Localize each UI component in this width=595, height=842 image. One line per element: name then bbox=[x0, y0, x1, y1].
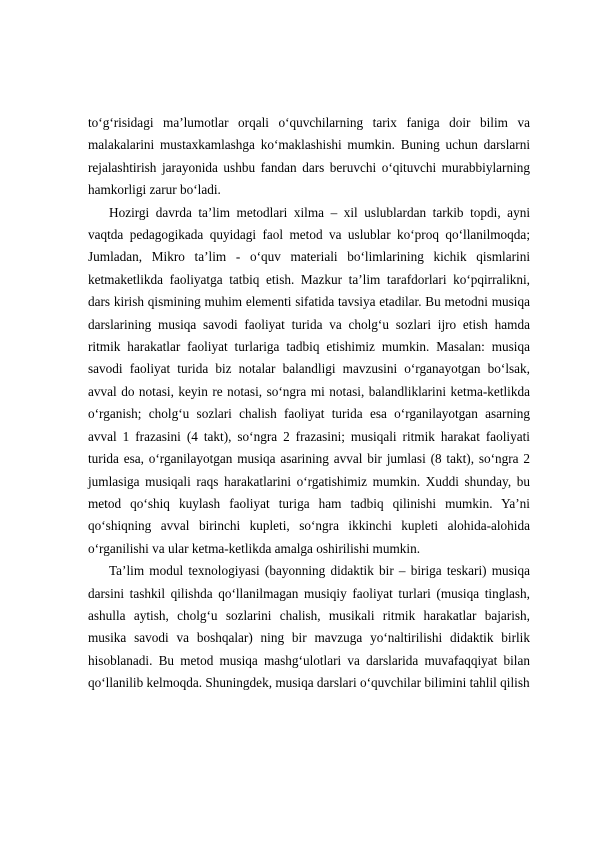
paragraph-modular-technology: Ta’lim modul texnologiyasi (bayonning didaktik bir – biriga teskari) musiqa darsini tashkil qilishda qo‘llanilmagan musiqiy faoliyat turlari (musiqa tinglash, ashulla aytish, cholg‘u sozlarini chalish, musikali ritmik harakatlar bajarish, musika savodi va boshqalar) ning bir mavzuga yo‘naltirilishi didaktik birlik hisoblanadi. Bu metod musiqa mashg‘ulotlari va darslarida muvafaqqiyat bilan qo‘llanilib kelmoqda. Shuningdek, musiqa darslari o‘quvchilar bilimini tahlil qilish bbox=[88, 563, 530, 691]
paragraph-continuation: to‘g‘risidagi ma’lumotlar orqali o‘quvchilarning tarix faniga doir bilim va malakalarini mustaxkamlashga ko‘maklashishi mumkin. Buning uchun darslarni rejalashtirish jarayonida ushbu fandan dars beruvchi o‘qituvchi murabbiylarning hamkorligi zarur bo‘ladi. bbox=[88, 115, 530, 198]
document-page bbox=[88, 112, 530, 695]
paragraph-teaching-methods: Hozirgi davrda ta’lim metodlari xilma – xil uslublardan tarkib topdi, ayni vaqtda pedagogikada quyidagi faol metod va uslublar ko‘proq qo‘llanilmoqda; Jumladan, Mikro ta’lim - o‘quv materiali bo‘limlarining kichik qismlarini ketmaketlikda faoliyatga tatbiq etish. Mazkur ta’lim tarafdorlari ko‘pqirralikni, dars kirish qismining muhim elementi sifatida tavsiya etadilar. Bu metodni musiqa darslarining musiqa savodi faoliyat turida va cholg‘u sozlari ijro etish hamda ritmik harakatlar faoliyat turlariga tadbiq etishimiz mumkin. Masalan: musiqa savodi faoliyat turida biz notalar balandligi mavzusini o‘rganayotgan bo‘lsak, avval do notasi, keyin re notasi, so‘ngra mi notasi, balandliklarini ketma-ketlikda o‘rganish; cholg‘u sozlari chalish faoliyat turida esa o‘rganilayotgan asarning avval 1 frazasini (4 takt), so‘ngra 2 frazasini; musiqali ritmik harakat faoliyati turida esa, o‘rganilayotgan musiqa asarining avval bir jumlasi (8 takt), so‘ngra 2 jumlasiga musiqali raqs harakatlarini o‘rgatishimiz mumkin. Xuddi shunday, bu metod qo‘shiq kuylash faoliyat turiga ham tadbiq qilinishi mumkin. Ya’ni qo‘shiqning avval birinchi kupleti, so‘ngra ikkinchi kupleti alohida-alohida o‘rganilishi va ular ketma-ketlikda amalga oshirilishi mumkin. bbox=[88, 204, 530, 556]
